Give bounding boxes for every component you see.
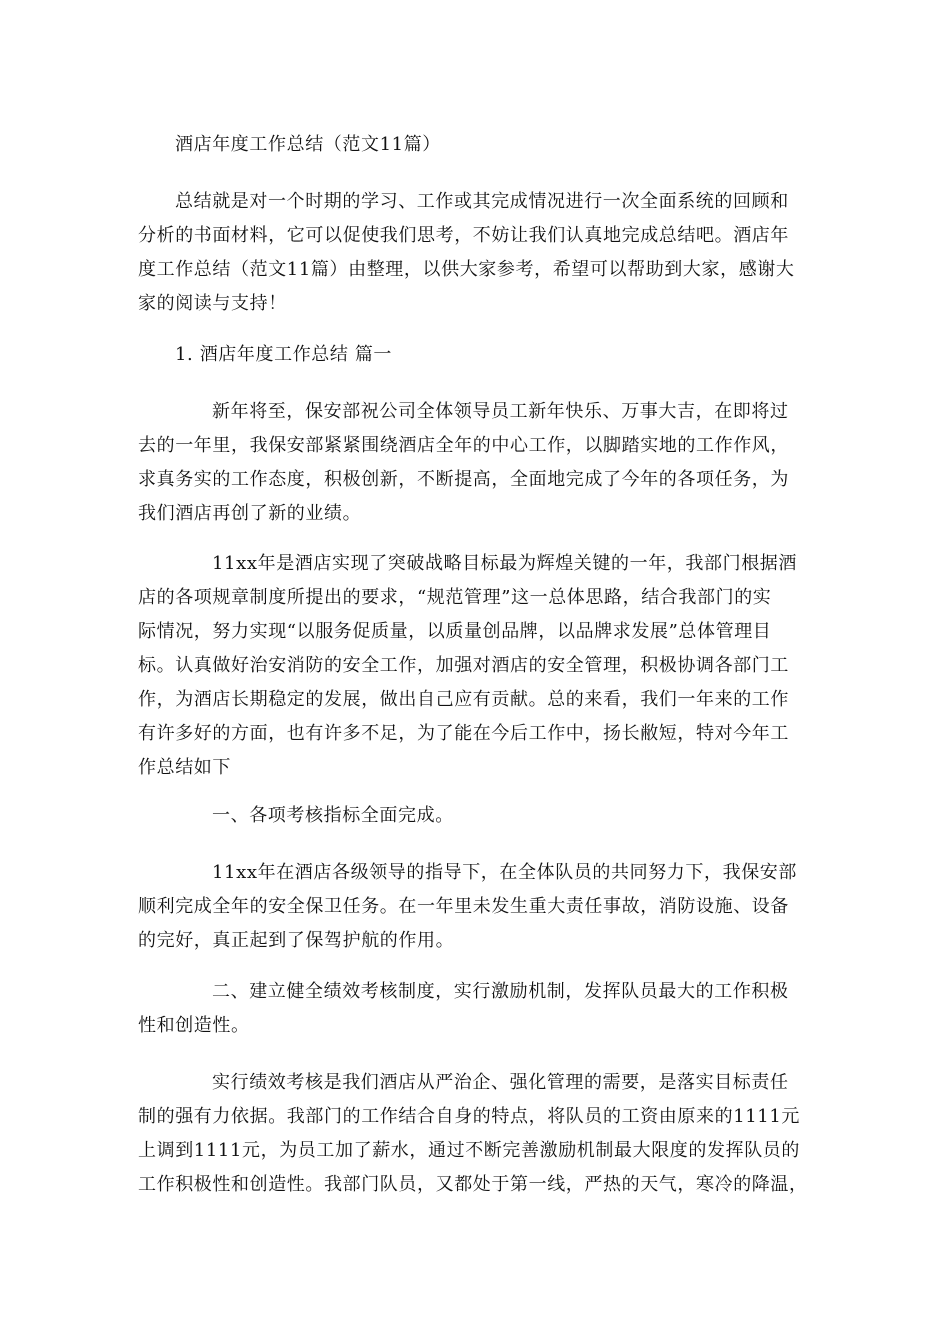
intro-paragraph [138,185,795,321]
intro-line: 分析的书面材料，它可以促使我们思考，不妨让我们认真地完成总结吧。酒店年 [138,225,789,246]
section-heading [175,338,392,372]
paragraph-line: 有许多好的方面，也有许多不足，为了能在今后工作中，扬长敝短，特对今年工 [138,723,789,744]
point-1-heading [212,799,454,833]
intro-line: 总结就是对一个时期的学习、工作或其完成情况进行一次全面系统的回顾和 [175,191,789,212]
paragraph-line: 上调到1111元，为员工加了薪水，通过不断完善激励机制最大限度的发挥队员的 [138,1140,801,1161]
paragraph-line: 去的一年里，我保安部紧紧围绕酒店全年的中心工作，以脚踏实地的工作作风， [138,435,789,456]
paragraph-line: 求真务实的工作态度，积极创新，不断提高，全面地完成了今年的各项任务，为 [138,469,789,490]
paragraph-1 [138,395,789,531]
intro-line: 度工作总结（范文11篇）由整理，以供大家参考，希望可以帮助到大家，感谢大 [138,259,795,280]
paragraph-line: 店的各项规章制度所提出的要求，“规范管理”这一总体思路，结合我部门的实 [138,587,772,608]
paragraph-line: 作，为酒店长期稳定的发展，做出自己应有贡献。总的来看，我们一年来的工作 [138,689,789,710]
paragraph-line: 顺利完成全年的安全保卫任务。在一年里未发生重大责任事故，消防设施、设备 [138,896,789,917]
paragraph-line: 11xx年在酒店各级领导的指导下，在全体队员的共同努力下，我保安部 [212,862,798,883]
document-title [175,128,441,162]
section-heading-text: 1. 酒店年度工作总结 篇一 [175,344,393,365]
paragraph-line: 实行绩效考核是我们酒店从严治企、强化管理的需要，是落实目标责任 [212,1072,789,1093]
paragraph-line: 标。认真做好治安消防的安全工作，加强对酒店的安全管理，积极协调各部门工 [138,655,789,676]
paragraph-3 [138,856,797,958]
paragraph-line: 的完好，真正起到了保驾护航的作用。 [138,930,455,951]
point-heading-text: 二、建立健全绩效考核制度，实行激励机制，发挥队员最大的工作积极 [212,981,789,1002]
paragraph-2 [138,547,797,785]
paragraph-line: 工作积极性和创造性。我部门队员，又都处于第一线，严热的天气，寒冷的降温， [138,1174,808,1195]
paragraph-line: 制的强有力依据。我部门的工作结合自身的特点，将队员的工资由原来的1111元 [138,1106,801,1127]
paragraph-4 [138,1066,808,1202]
point-heading-text: 性和创造性。 [138,1015,250,1036]
title-text: 酒店年度工作总结（范文11篇） [175,134,441,155]
paragraph-line: 我们酒店再创了新的业绩。 [138,503,362,524]
paragraph-line: 作总结如下 [138,757,231,778]
intro-line: 家的阅读与支持！ [138,293,287,314]
point-2-heading [138,975,789,1043]
paragraph-line: 新年将至，保安部祝公司全体领导员工新年快乐、万事大吉，在即将过 [212,401,789,422]
paragraph-line: 11xx年是酒店实现了突破战略目标最为辉煌关键的一年，我部门根据酒 [212,553,798,574]
point-heading-text: 一、各项考核指标全面完成。 [212,805,454,826]
paragraph-line: 际情况，努力实现“以服务促质量，以质量创品牌，以品牌求发展”总体管理目 [138,621,772,642]
